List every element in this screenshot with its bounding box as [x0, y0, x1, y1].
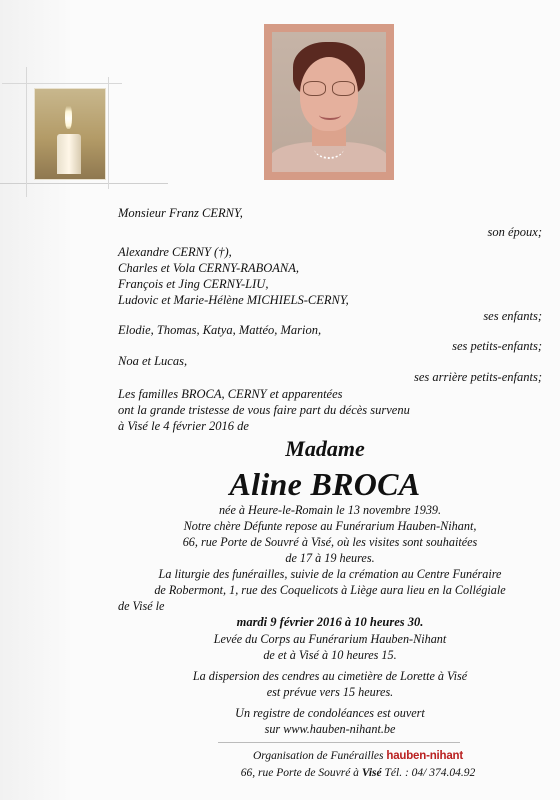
intro-line: ont la grande tristesse de vous faire part du décès survenu [118, 403, 410, 417]
portrait-necklace [314, 137, 344, 159]
portrait-glasses [303, 81, 355, 97]
repose-line: Notre chère Défunte repose au Funérarium Hauben-Nihant, [183, 519, 477, 533]
liturgy-line: de Robermont, 1, rue des Coquelicots à Liège aura lieu en la Collégiale [154, 583, 506, 597]
deceased-title: Madame [285, 436, 365, 461]
footer-tel: Tél. : 04/ 374.04.92 [381, 767, 476, 779]
footer-address [198, 765, 518, 782]
lever-line: de et à Visé à 10 heures 15. [263, 648, 397, 662]
grandchildren-names: Elodie, Thomas, Katya, Mattéo, Marion, [118, 323, 322, 337]
frame-line [2, 83, 122, 84]
portrait-frame [264, 24, 394, 180]
child-line: Charles et Vola CERNY-RABOANA, [118, 261, 300, 275]
liturgy-line: de Visé le [118, 599, 165, 613]
intro-line: à Visé le 4 février 2016 de [118, 419, 249, 433]
service-date: mardi 9 février 2016 à 10 heures 30. [236, 615, 424, 629]
candle-body [57, 134, 81, 174]
intro-line: Les familles BROCA, CERNY et apparentées [118, 387, 343, 401]
great-grandchildren-names: Noa et Lucas, [118, 354, 188, 368]
liturgy-line: La liturgie des funérailles, suivie de la crémation au Centre Funéraire [158, 567, 502, 581]
footer [198, 748, 518, 782]
footer-address-prefix: 66, rue Porte de Souvré à [240, 767, 362, 779]
candle-icon [34, 88, 106, 180]
dispersion-line: La dispersion des cendres au cimetière de Lorette à Visé [192, 669, 468, 683]
spouse-name: Monsieur Franz CERNY, [118, 206, 243, 220]
lever-line: Levée du Corps au Funérarium Hauben-Nihant [213, 632, 447, 646]
footer-org [198, 748, 518, 765]
frame-line [108, 77, 109, 189]
brand-logo: hauben-nihant [386, 750, 464, 762]
children-role: ses enfants; [483, 309, 542, 323]
child-line: Alexandre CERNY (†), [118, 245, 232, 259]
candle-flame [65, 103, 72, 129]
great-grandchildren-role: ses arrière petits-enfants; [414, 370, 542, 384]
portrait-photo [272, 32, 386, 172]
deceased-name: Aline BROCA [229, 466, 421, 502]
candle-image [20, 75, 118, 193]
frame-line [26, 67, 27, 197]
address-line: 66, rue Porte de Souvré à Visé, où les visites sont souhaitées [182, 535, 478, 549]
birth-line: née à Heure-le-Romain le 13 novembre 1939. [218, 503, 442, 517]
child-line: François et Jing CERNY-LIU, [118, 277, 269, 291]
child-line: Ludovic et Marie-Hélène MICHIELS-CERNY, [118, 293, 349, 307]
register-line: Un registre de condoléances est ouvert [235, 706, 425, 720]
dispersion-line: est prévue vers 15 heures. [266, 685, 394, 699]
spouse-role: son époux; [487, 225, 542, 239]
footer-city: Visé [361, 767, 382, 779]
visit-hours: de 17 à 19 heures. [285, 551, 375, 565]
footer-divider [218, 742, 460, 743]
portrait-smile [319, 110, 341, 120]
footer-org-prefix: Organisation de Funérailles [252, 750, 384, 762]
register-link[interactable]: sur www.hauben-nihant.be [264, 722, 396, 736]
grandchildren-role: ses petits-enfants; [452, 339, 542, 353]
